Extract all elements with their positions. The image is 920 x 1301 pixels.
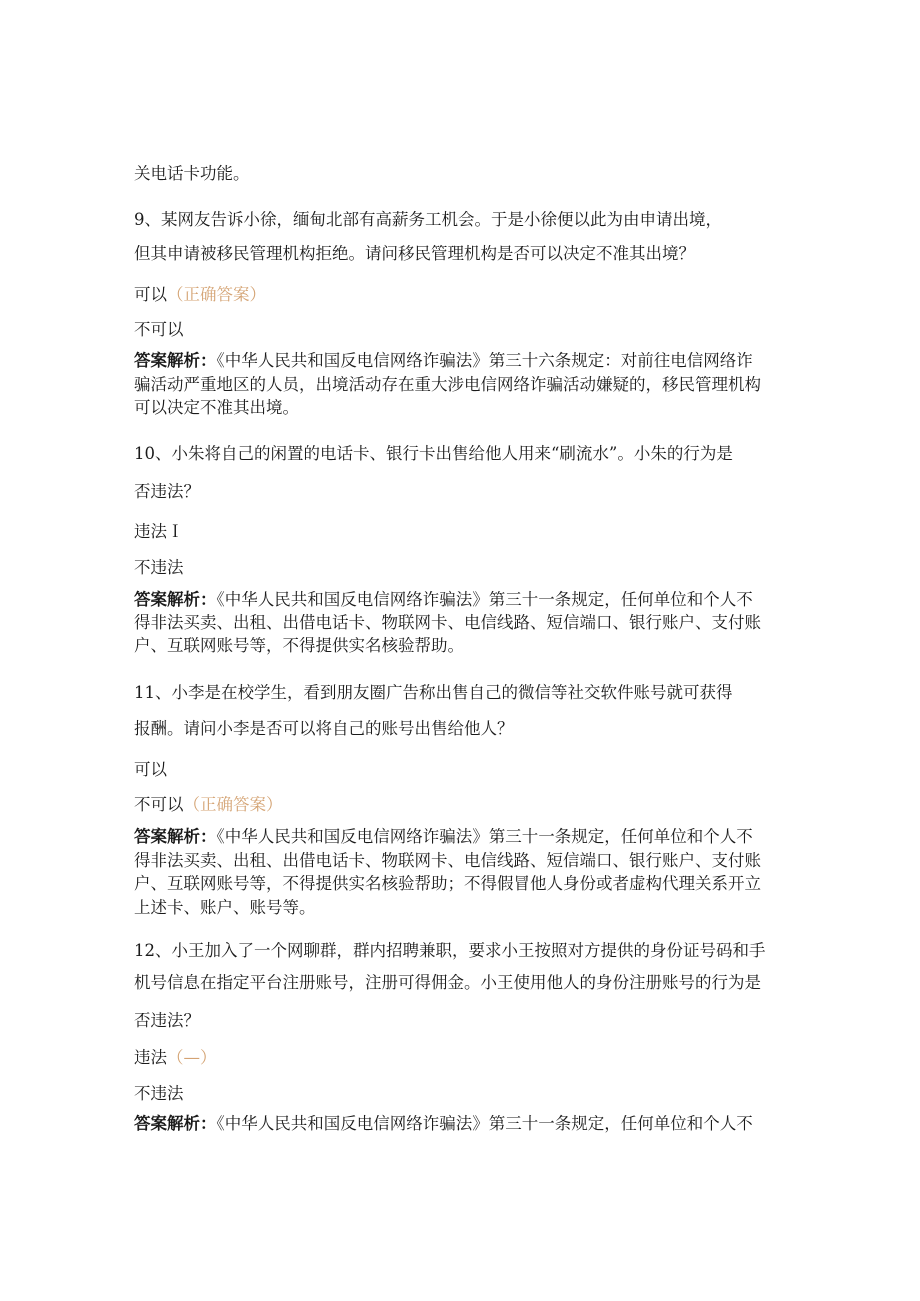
question-11-analysis-line-2: 得非法买卖、出租、出借电话卡、物联网卡、电信线路、短信端口、银行账户、支付账	[134, 851, 761, 870]
question-11-analysis-line-3: 户、互联网账号等，不得提供实名核验帮助；不得假冒他人身份或者虚构代理关系开立	[134, 874, 761, 893]
question-9-option-2[interactable]	[134, 319, 794, 341]
analysis-text: 《中华人民共和国反电信网络诈骗法》第三十六条规定：对前往电信网络诈	[216, 351, 753, 370]
question-12-line-1: 12、小王加入了一个网聊群，群内招聘兼职，要求小王按照对方提供的身份证号码和手	[134, 941, 766, 960]
question-11-option-2[interactable]	[134, 794, 794, 816]
question-9-line-1: 9、某网友告诉小徐，缅甸北部有高薪务工机会。于是小徐便以此为由申请出境，	[134, 210, 722, 229]
question-11-analysis-line-1	[134, 826, 794, 848]
question-11-analysis-line-4: 上述卡、账户、账号等。	[134, 898, 316, 917]
analysis-text: 《中华人民共和国反电信网络诈骗法》第三十一条规定，任何单位和个人不	[216, 827, 753, 846]
question-12-line-3: 否违法？	[134, 1011, 200, 1030]
analysis-label: 答案解析：	[134, 590, 217, 609]
option-text: 违法Ｉ	[134, 522, 184, 541]
analysis-label: 答案解析：	[134, 1114, 217, 1133]
option-text: 不可以	[134, 795, 184, 814]
question-11-line-1: 11、小李是在校学生，看到朋友圈广告称出售自己的微信等社交软件账号就可获得	[134, 683, 733, 702]
option-text: 可以	[134, 285, 167, 304]
question-10-option-2[interactable]	[134, 557, 794, 579]
question-10-line-1: 10、小朱将自己的闲置的电话卡、银行卡出售给他人用来“刷流水”。小朱的行为是	[134, 444, 733, 463]
option-text: 可以	[134, 760, 167, 779]
question-9-analysis-line-2: 骗活动严重地区的人员，出境活动存在重大涉电信网络诈骗活动嫌疑的，移民管理机构	[134, 375, 761, 394]
question-12-line-2: 机号信息在指定平台注册账号，注册可得佣金。小王使用他人的身份注册账号的行为是	[134, 973, 761, 992]
intro-tail-text: 关电话卡功能。	[134, 164, 250, 183]
correct-answer-mark: （正确答案）	[167, 285, 266, 304]
question-9-analysis-line-1	[134, 350, 794, 372]
question-11-line-2: 报酬。请问小李是否可以将自己的账号出售给他人？	[134, 719, 514, 738]
correct-answer-mark: （正确答案）	[183, 795, 283, 814]
option-text: 不违法	[134, 1084, 184, 1103]
option-text: 违法	[134, 1048, 167, 1067]
question-11-option-1[interactable]	[134, 759, 794, 781]
question-9-analysis-line-3: 可以决定不准其出境。	[134, 398, 299, 417]
question-10-option-1[interactable]	[134, 521, 794, 543]
analysis-label: 答案解析：	[134, 351, 217, 370]
option-text: 不可以	[134, 320, 184, 339]
question-10-line-2: 否违法？	[134, 482, 200, 501]
analysis-text: 《中华人民共和国反电信网络诈骗法》第三十一条规定，任何单位和个人不	[216, 590, 753, 609]
question-9-option-1[interactable]	[134, 284, 794, 306]
analysis-label: 答案解析：	[134, 827, 217, 846]
analysis-text: 《中华人民共和国反电信网络诈骗法》第三十一条规定，任何单位和个人不	[216, 1114, 753, 1133]
question-10-analysis-line-1	[134, 589, 794, 611]
question-9-line-2: 但其申请被移民管理机构拒绝。请问移民管理机构是否可以决定不准其出境？	[134, 244, 695, 263]
correct-answer-mark: （—）	[167, 1048, 217, 1067]
question-10-analysis-line-3: 户、互联网账号等，不得提供实名核验帮助。	[134, 636, 464, 655]
question-12-option-1[interactable]	[134, 1047, 794, 1069]
option-text: 不违法	[134, 558, 184, 577]
question-12-analysis-line-1	[134, 1113, 794, 1135]
question-10-analysis-line-2: 得非法买卖、出租、出借电话卡、物联网卡、电信线路、短信端口、银行账户、支付账	[134, 613, 761, 632]
question-12-option-2[interactable]	[134, 1083, 794, 1105]
